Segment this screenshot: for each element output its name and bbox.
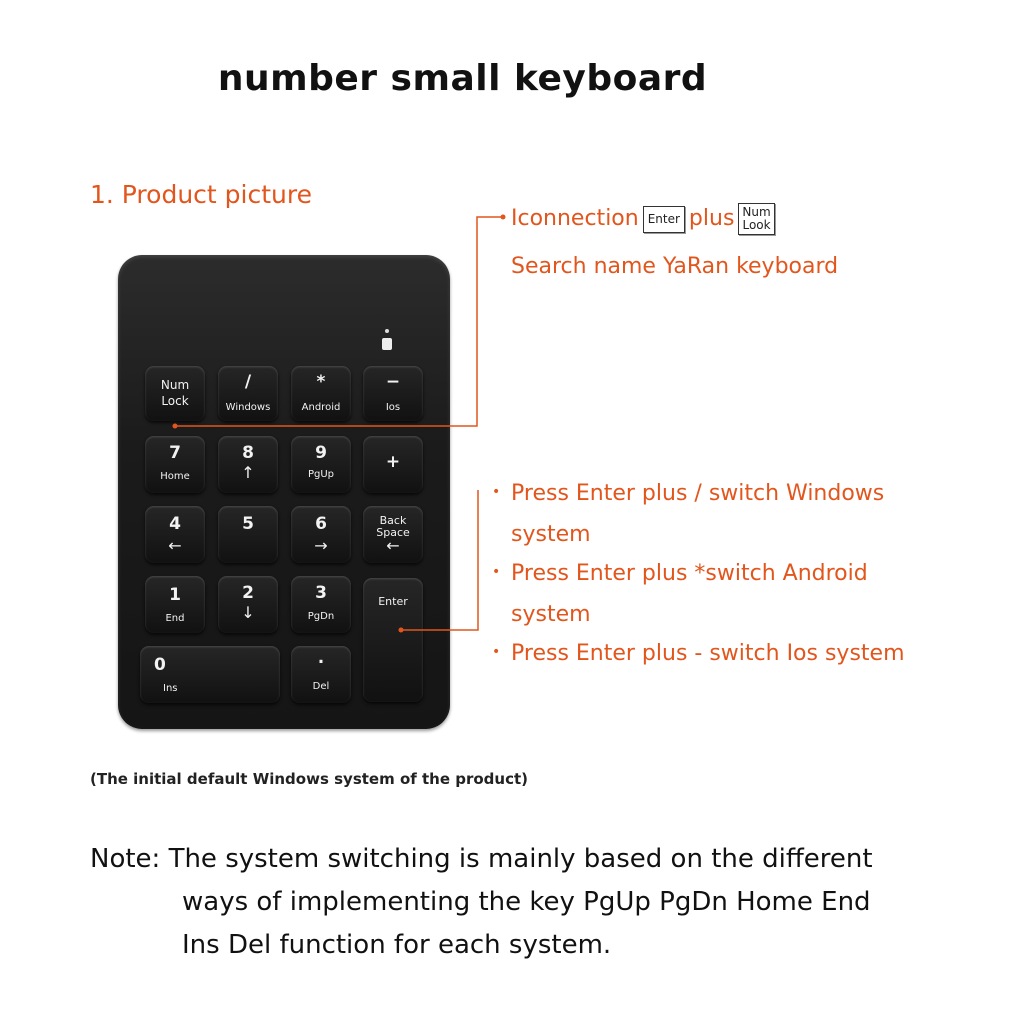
note-line2: ways of implementing the key PgUp PgDn Home End (182, 887, 871, 917)
key-3 (291, 576, 351, 633)
key-backspace (363, 506, 423, 563)
key-8 (218, 436, 278, 493)
enter-keycap-icon: Enter (643, 206, 685, 233)
page-title: number small keyboard (217, 58, 708, 99)
switch-note-android-line1: Press Enter plus *switch Android (511, 561, 868, 586)
arrow-right-icon: → (314, 536, 328, 555)
key-sublabel: Del (312, 681, 330, 692)
key-9 (291, 436, 351, 493)
bullet-icon: • (492, 564, 501, 580)
switch-note-ios: Press Enter plus - switch Ios system (511, 641, 905, 666)
connection-prefix: Iconnection (511, 206, 639, 231)
switch-note-windows-line2: system (511, 522, 591, 547)
plus-word: plus (688, 206, 735, 231)
key-label: * (316, 372, 326, 392)
note-line3: Ins Del function for each system. (182, 930, 612, 960)
key-minus (363, 366, 423, 421)
numlock-keycap-line2: Look (742, 218, 771, 232)
key-sublabel: Ios (385, 402, 401, 413)
key-6 (291, 506, 351, 563)
key-0 (140, 646, 280, 703)
connection-instruction (511, 203, 779, 235)
switch-note-android-line2: system (511, 602, 591, 627)
key-dot (291, 646, 351, 703)
note-line1: Note: The system switching is mainly based on the different (90, 844, 873, 874)
key-sublabel: Android (301, 402, 341, 413)
note-paragraph (90, 838, 873, 967)
key-sublabel: PgUp (307, 469, 335, 480)
arrow-down-icon: ↓ (241, 603, 255, 622)
key-1 (145, 576, 205, 633)
arrow-left-icon: ← (386, 536, 400, 555)
key-sublabel: End (165, 613, 185, 624)
key-numlock (145, 366, 205, 421)
key-label: + (385, 452, 401, 472)
battery-icon (382, 338, 392, 350)
key-sublabel: Home (160, 471, 190, 482)
bullet-icon: • (492, 484, 501, 500)
key-sublabel: Ins (163, 683, 178, 694)
key-4 (145, 506, 205, 563)
key-sublabel: Space (376, 526, 410, 539)
key-label: . (317, 648, 325, 668)
key-asterisk (291, 366, 351, 421)
key-label: 5 (242, 514, 254, 534)
key-label: 4 (169, 514, 181, 534)
connection-callout-dot (501, 215, 506, 220)
key-label: 3 (315, 583, 327, 603)
status-led-icon (385, 329, 389, 333)
numlock-keycap-line1: Num (742, 205, 771, 219)
key-enter (363, 578, 423, 702)
key-label: 8 (242, 443, 254, 463)
key-label: Back (379, 514, 407, 527)
bullet-icon: • (492, 644, 501, 660)
key-label: 9 (315, 443, 327, 463)
key-label: 7 (169, 443, 181, 463)
key-label: 6 (315, 514, 327, 534)
key-slash (218, 366, 278, 421)
key-2 (218, 576, 278, 633)
key-label: Num (160, 378, 190, 392)
key-plus (363, 436, 423, 493)
key-label: 2 (242, 583, 254, 603)
numlock-keycap-icon (738, 203, 774, 235)
key-sublabel: Windows (225, 402, 271, 413)
key-7 (145, 436, 205, 493)
key-5 (218, 506, 278, 563)
key-label: 1 (169, 585, 181, 605)
default-system-caption: (The initial default Windows system of the product) (90, 770, 529, 788)
key-label: 0 (154, 655, 166, 675)
search-instruction: Search name YaRan keyboard (511, 254, 839, 279)
key-sublabel: PgDn (307, 611, 335, 622)
key-label: / (244, 372, 252, 392)
key-label: − (385, 372, 401, 392)
key-sublabel: Lock (161, 394, 189, 408)
section-heading: 1. Product picture (90, 180, 312, 209)
switch-note-windows-line1: Press Enter plus / switch Windows (511, 481, 885, 506)
key-label: Enter (378, 595, 408, 608)
arrow-up-icon: ↑ (241, 463, 255, 482)
arrow-left-icon: ← (168, 536, 182, 555)
